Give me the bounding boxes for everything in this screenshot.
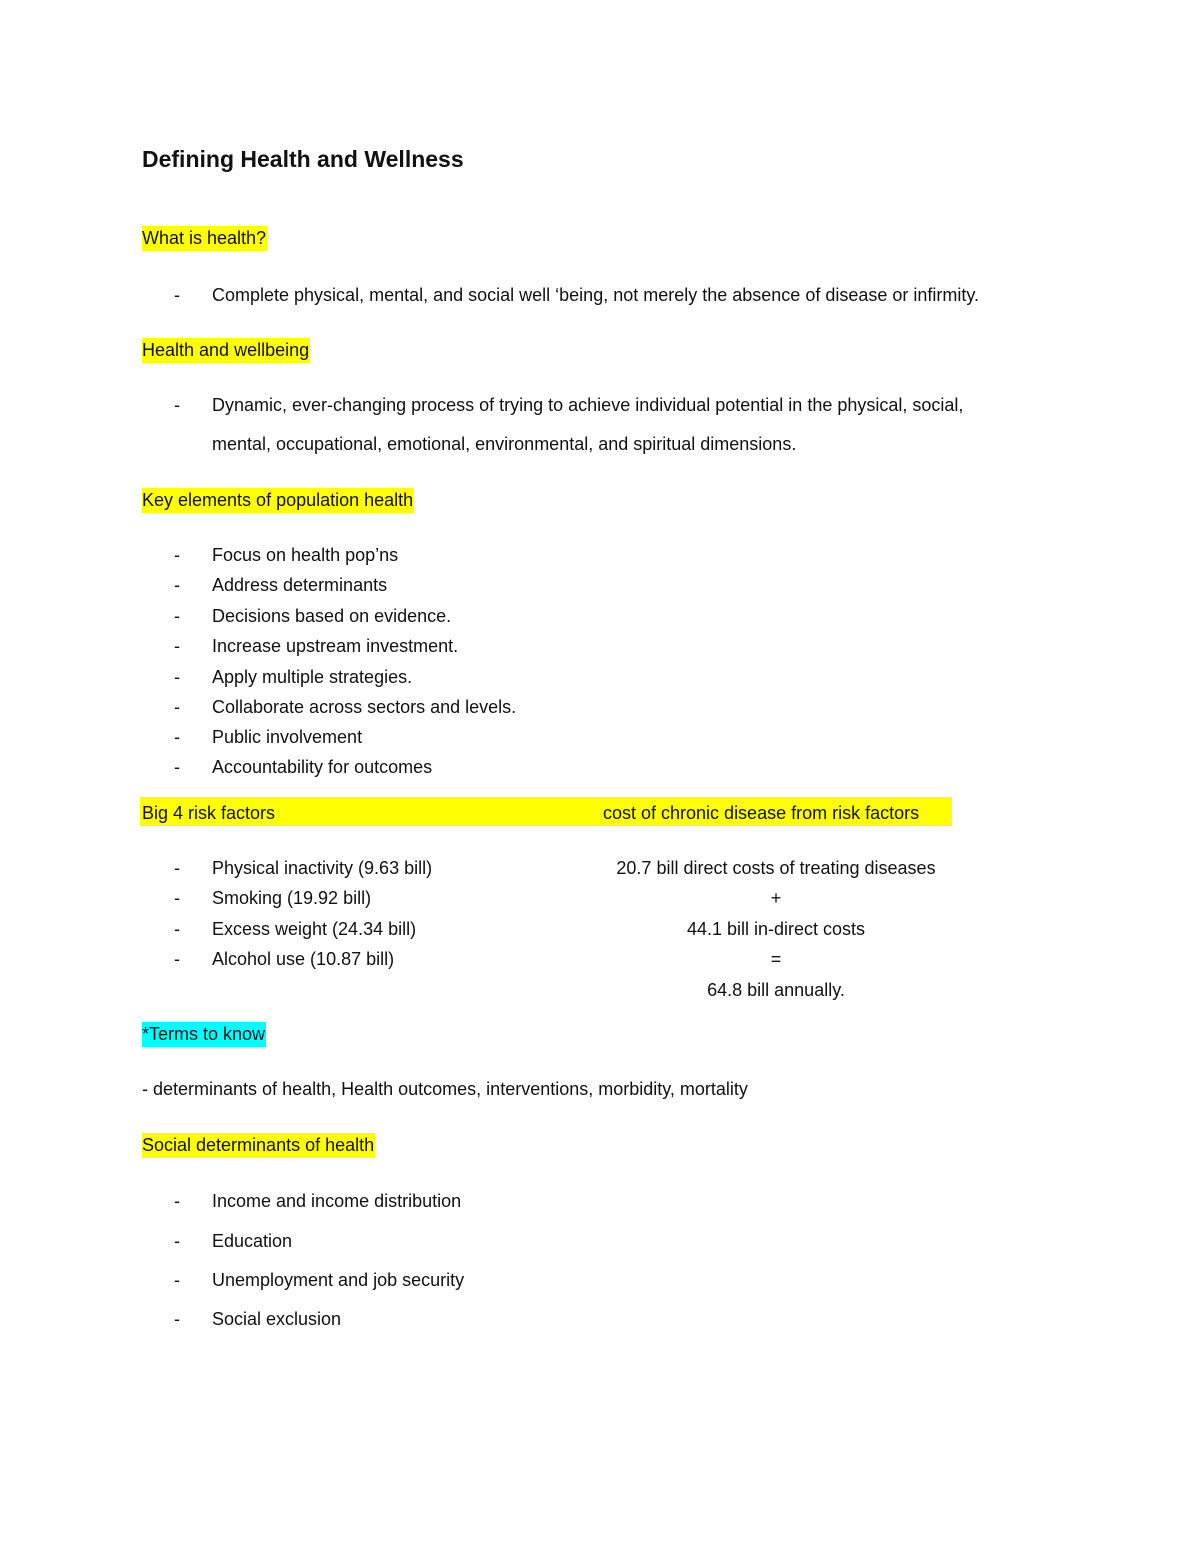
list-item: Income and income distribution	[212, 1191, 462, 1211]
list-item: Smoking (19.92 bill)	[212, 888, 372, 908]
bullet-dash: -	[174, 636, 180, 656]
list-item: Increase upstream investment.	[212, 636, 459, 656]
list-item: Unemployment and job security	[212, 1270, 465, 1290]
list-item: Apply multiple strategies.	[212, 667, 413, 687]
list-item-line-1: Dynamic, ever-changing process of trying to achieve individual potential in the physical, social,	[212, 395, 964, 415]
heading-social-determinants	[142, 1133, 375, 1157]
heading-terms-to-know-text: *Terms to know	[142, 1022, 266, 1047]
terms-line: - determinants of health, Health outcomes, interventions, morbidity, mortality	[142, 1079, 748, 1099]
list-item: Collaborate across sectors and levels.	[212, 697, 517, 717]
bullet-dash: -	[174, 575, 180, 595]
list-item: Physical inactivity (9.63 bill)	[212, 858, 433, 878]
cost-operator: =	[770, 949, 782, 969]
page-title: Defining Health and Wellness	[142, 146, 464, 172]
heading-health-wellbeing	[142, 338, 310, 362]
list-item-line-2: mental, occupational, emotional, environmental, and spiritual dimensions.	[212, 434, 797, 454]
heading-cost-chronic-disease: cost of chronic disease from risk factors	[603, 803, 920, 823]
heading-terms-to-know	[142, 1022, 266, 1046]
list-item: Social exclusion	[212, 1309, 342, 1329]
bullet-dash: -	[174, 949, 180, 969]
list-item: Decisions based on evidence.	[212, 606, 452, 626]
heading-what-is-health	[142, 226, 267, 250]
bullet-dash: -	[174, 858, 180, 878]
bullet-dash: -	[174, 757, 180, 777]
bullet-dash: -	[174, 1309, 180, 1329]
cost-line: 20.7 bill direct costs of treating diseases	[616, 858, 936, 878]
heading-big4: Big 4 risk factors	[142, 803, 276, 823]
bullet-dash: -	[174, 697, 180, 717]
list-item: Accountability for outcomes	[212, 757, 433, 777]
list-item: Address determinants	[212, 575, 388, 595]
heading-what-is-health-text: What is health?	[142, 226, 267, 251]
heading-social-determinants-text: Social determinants of health	[142, 1133, 375, 1158]
cost-total: 64.8 bill annually.	[707, 980, 845, 1000]
list-item: Education	[212, 1231, 293, 1251]
bullet-dash: -	[174, 727, 180, 747]
list-item: Focus on health pop’ns	[212, 545, 399, 565]
bullet-dash: -	[174, 1270, 180, 1290]
bullet-dash: -	[174, 667, 180, 687]
bullet-dash: -	[174, 888, 180, 908]
list-item: Public involvement	[212, 727, 363, 747]
heading-health-wellbeing-text: Health and wellbeing	[142, 338, 310, 363]
cost-line: 44.1 bill in-direct costs	[686, 919, 866, 939]
bullet-dash: -	[174, 395, 180, 415]
bullet-dash: -	[174, 919, 180, 939]
bullet-dash: -	[174, 606, 180, 626]
bullet-dash: -	[174, 1191, 180, 1211]
bullet-dash: -	[174, 285, 180, 305]
bullet-dash: -	[174, 1231, 180, 1251]
list-item: Excess weight (24.34 bill)	[212, 919, 417, 939]
bullet-dash: -	[174, 545, 180, 565]
cost-operator: +	[770, 888, 782, 908]
list-item: Complete physical, mental, and social well ‘being, not merely the absence of disease or infirmity.	[212, 285, 980, 305]
heading-key-elements	[142, 488, 414, 512]
heading-key-elements-text: Key elements of population health	[142, 488, 414, 513]
list-item: Alcohol use (10.87 bill)	[212, 949, 395, 969]
